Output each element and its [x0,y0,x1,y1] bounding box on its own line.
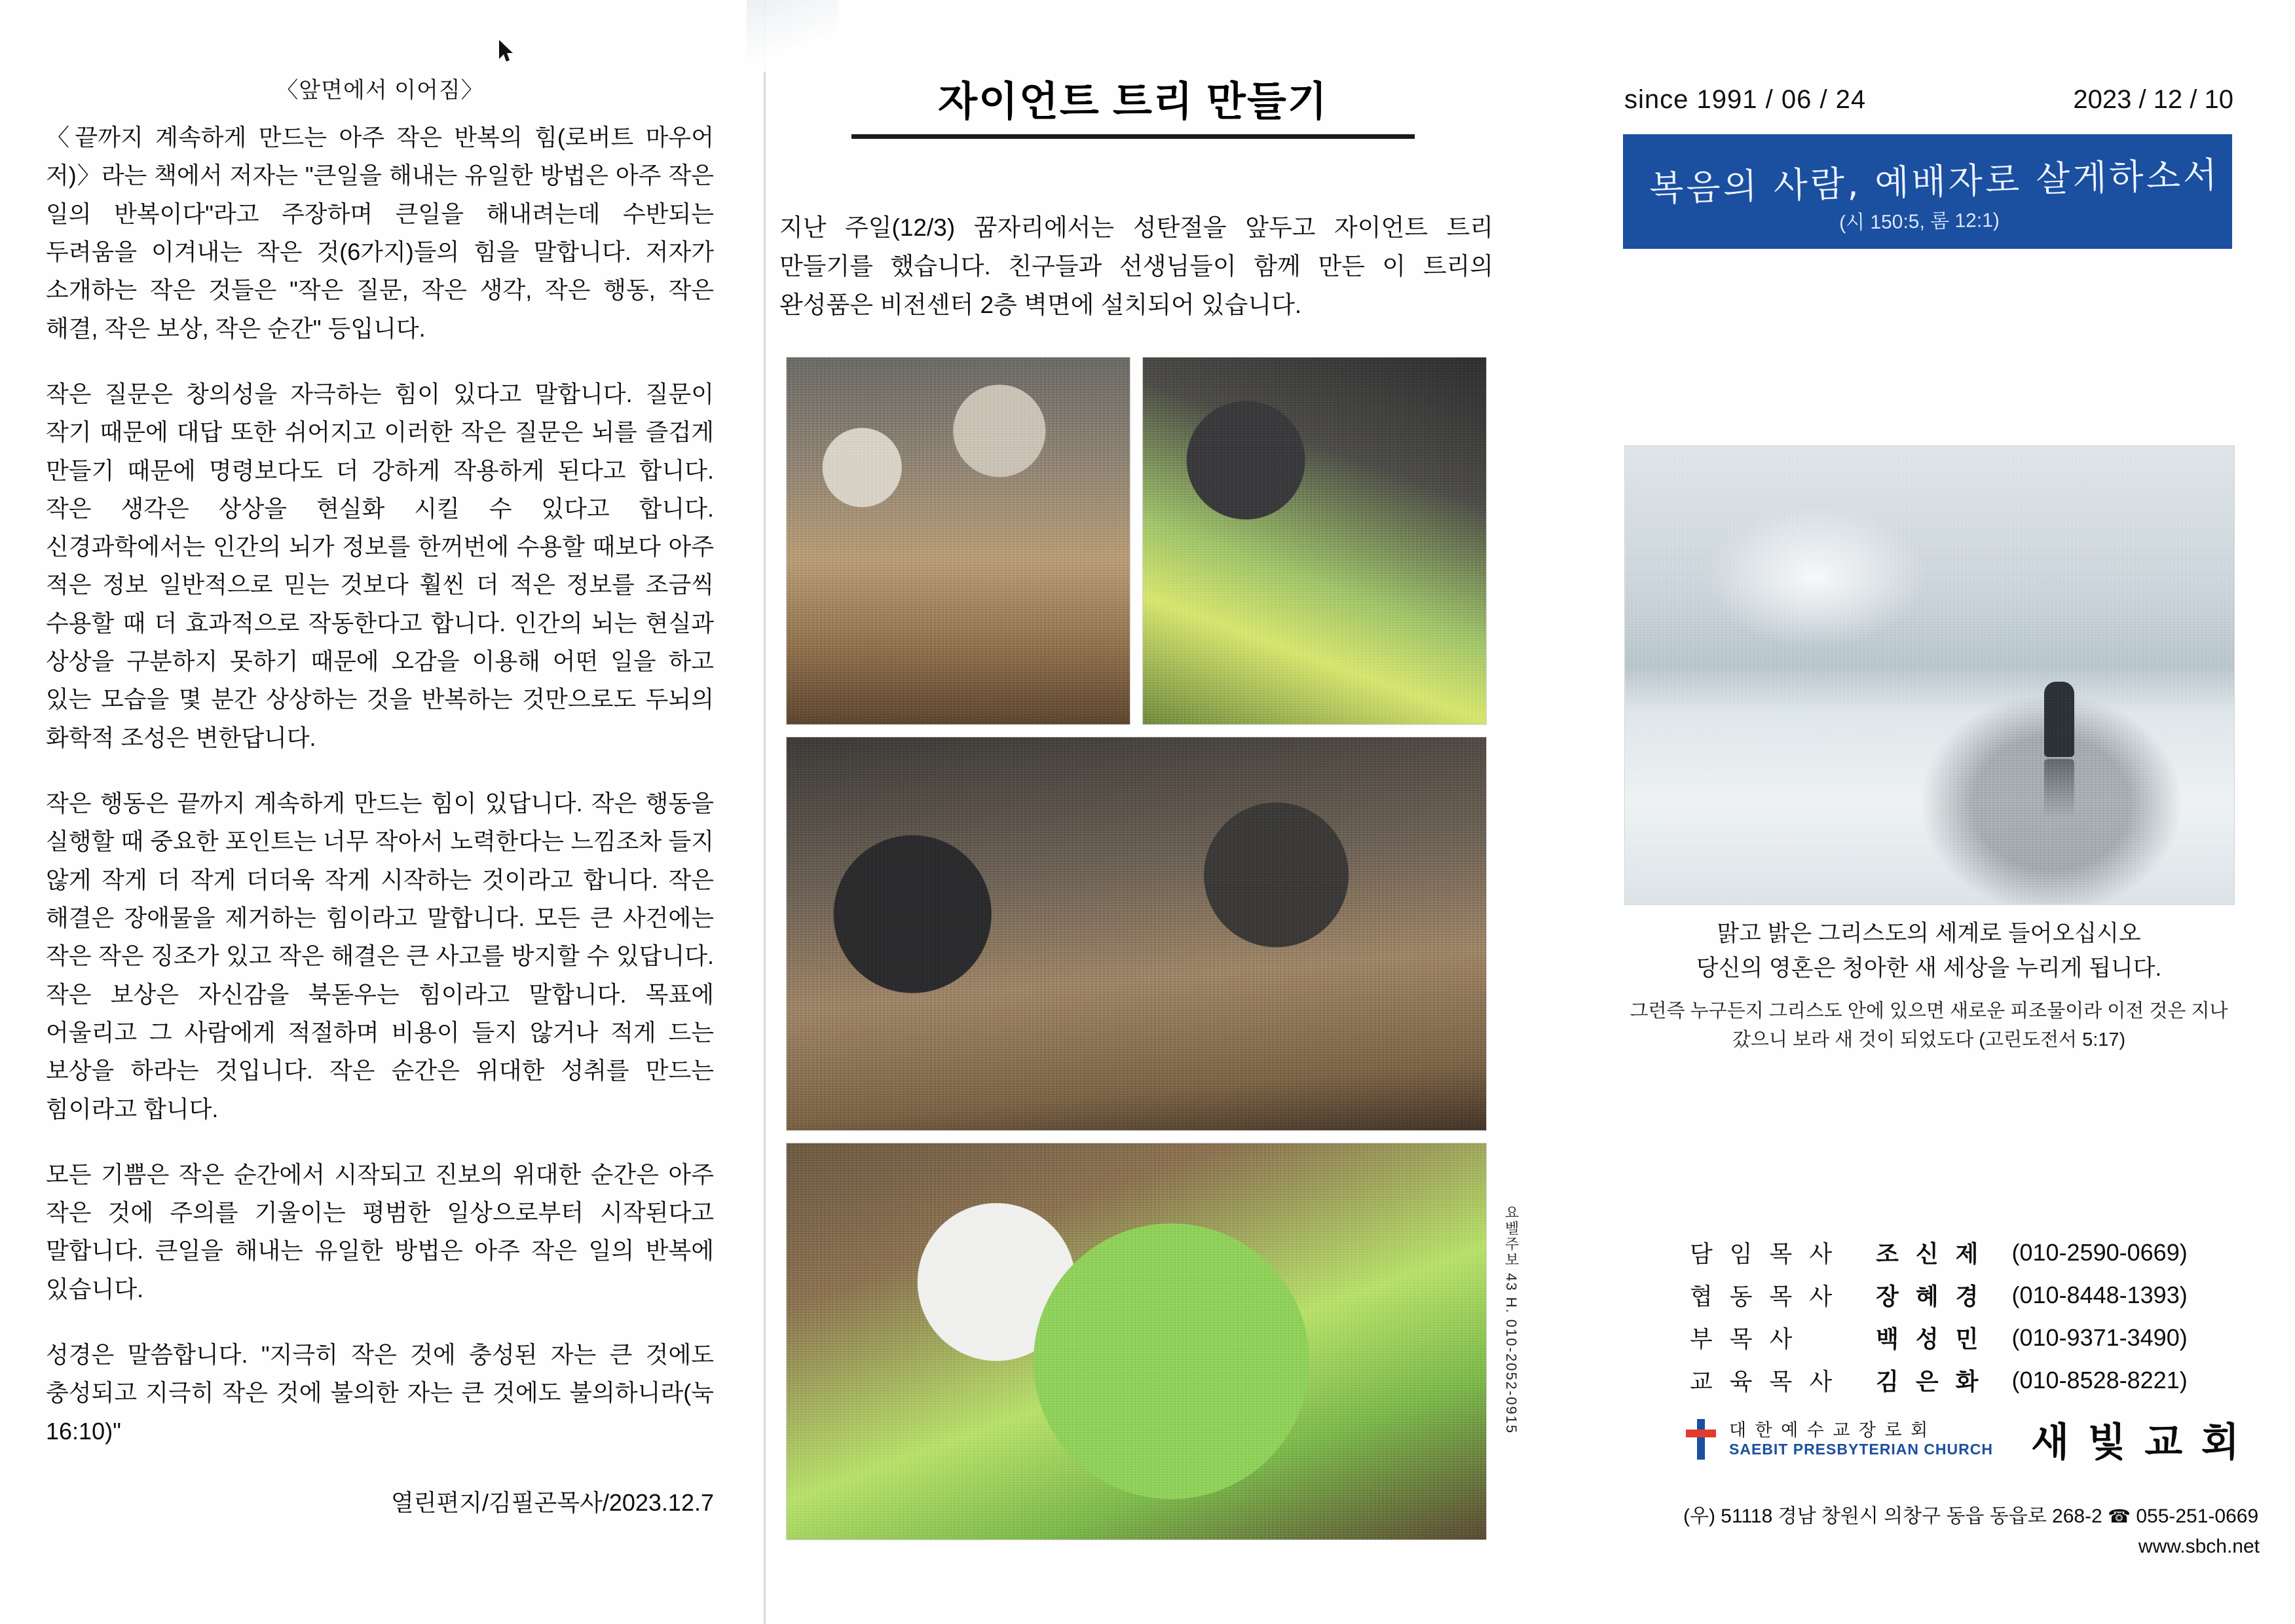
slogan-banner [1623,134,2232,249]
continued-from-front-label: 〈앞면에서 이어짐〉 [276,78,484,103]
staff-role: 부 목 사 [1690,1325,1798,1352]
table-row [1690,1316,2233,1359]
article-paragraph: 모든 기쁨은 작은 순간에서 시작되고 진보의 위대한 순간은 아주 작은 것에 주의를 기울이는 평범한 일상으로부터 시작된다고 말합니다. 큰일을 해내는 유일한 방법은 아주 작은 일의 반복에 있습니다. [46,1160,714,1302]
table-row [1690,1274,2233,1316]
feature-title: 자이언트 트리 만들기 [938,79,1328,124]
church-address-row [1683,1500,2260,1528]
feature-lead-paragraph: 지난 주일(12/3) 꿈자리에서는 성탄절을 앞두고 자이언트 트리 만들기를 했습니다. 친구들과 선생님들이 함께 만든 이 트리의 완성품은 비전센터 2층 벽면에 설치되어 있습니다. [779,214,1493,319]
article-paragraph: 작은 행동은 끝까지 계속하게 만드는 힘이 있답니다. 작은 행동을 실행할 때 중요한 포인트는 너무 작아서 노력한다는 느낌조차 들지 않게 작게 더 작게 더더욱 작게 시작하는 것이라고 합니다. 작은 해결은 장애물을 제거하는 힘이라고 말합니다. 모든 큰 사건에는 작은 작은 징조가 있고 작은 해결은 큰 사고를 방지할 수 있답니다. 작은 보상은 자신감을 북돋우는 힘이라고 말합니다. 목표에 어울리고 그 사람에게 적절하며 비용이 들지 않거나 적게 드는 보상을 하라는 것입니다. 작은 순간은 위대한 성취를 만드는 힘이라고 합니다. [46,790,714,1122]
page-fold-corner [747,0,838,72]
cross-icon [1683,1419,1717,1460]
page-fold-line [764,0,766,1624]
staff-phone: (010-9371-3490) [2011,1323,2188,1351]
article-paragraph: 〈끝까지 계속하게 만드는 아주 작은 반복의 힘(로버트 마우어 저)〉라는 책에서 저자는 "큰일을 해내는 유일한 방법은 아주 작은 일의 반복이다"라고 주장하며 큰일을 해내려는데 수반되는 두려움을 이겨내는 작은 것(6가지)들의 힘을 말합니다. 저자가 소개하는 작은 것들은 "작은 질문, 작은 생각, 작은 행동, 작은 해결, 작은 보상, 작은 순간" 등입니다. [46,124,714,342]
feature-photo-grid [786,357,1487,1552]
center-feature-column [773,0,1520,1624]
staff-role: 교 육 목 사 [1690,1368,1838,1395]
church-identity-row [1683,1411,2253,1467]
verse-line-1: 맑고 밝은 그리스도의 세계로 들어오십시오 [1717,921,2141,946]
denomination-korean: 대 한 예 수 교 장 로 회 [1729,1420,1930,1441]
photo-grain-overlay [787,737,1486,1130]
staff-name: 백 성 민 [1876,1325,1984,1352]
staff-name: 장 혜 경 [1876,1283,1984,1310]
since-and-date-row [1624,85,2233,115]
photo-beach-walker-bw [1624,445,2235,905]
pastoral-staff-table [1690,1231,2233,1401]
verse-line-2: 당신의 영혼은 청아한 새 세상을 누리게 됩니다. [1696,955,2162,981]
cross-horizontal-bar [1686,1430,1716,1437]
masthead-column [1585,0,2260,1624]
staff-phone: (010-8448-1393) [2011,1281,2188,1308]
cursor-arrow-icon [498,39,515,63]
verse-scripture-quote: 그런즉 누구든지 그리스도 안에 있으면 새로운 피조물이라 이전 것은 지나갔으니 보라 새 것이 되었도다 (고린도전서 5:17) [1630,1001,2228,1050]
church-website-row [1683,1536,2260,1558]
issue-date: 2023 / 12 / 10 [2073,85,2233,114]
side-issue-note: 요벨주보 43 H. 010-2052-0915 [1503,1205,1520,1435]
denomination-block [1729,1420,1993,1458]
photo-grain-overlay [787,358,1130,724]
since-group [1624,85,1866,115]
church-phone: 055-251-0669 [2136,1505,2259,1527]
verse-block [1624,917,2233,1054]
church-website[interactable]: www.sbch.net [2138,1536,2260,1557]
table-row [1690,1359,2233,1401]
photo-students-cutting [786,737,1487,1131]
staff-name: 조 신 제 [1876,1240,1984,1267]
photo-grain-overlay [1625,446,2234,904]
staff-name: 김 은 화 [1876,1368,1984,1395]
photo-grain-overlay [787,1143,1486,1540]
article-signature: 열린편지/김필곤목사/2023.12.7 [390,1489,714,1516]
telephone-icon: ☎ [2108,1506,2131,1526]
church-name: 새 빛 교 회 [2030,1420,2243,1464]
photo-finished-giant-tree [786,1143,1487,1540]
since-word: since [1624,85,1689,114]
table-row [1690,1231,2233,1274]
denomination-english: SAEBIT PRESBYTERIAN CHURCH [1729,1441,1993,1458]
staff-role: 협 동 목 사 [1690,1283,1838,1310]
left-article-column [46,72,714,1518]
cross-vertical-bar [1697,1419,1705,1460]
article-paragraph: 작은 질문은 창의성을 자극하는 힘이 있다고 말합니다. 질문이 작기 때문에 대답 또한 쉬어지고 이러한 작은 질문은 뇌를 즐겁게 만들기 때문에 명령보다도 더 강하게 작용하게 된다고 합니다. 작은 생각은 상상을 현실화 시킬 수 있다고 합니다. 신경과학에서는 인간의 뇌가 정보를 한꺼번에 수용할 때보다 아주 적은 정보 일반적으로 믿는 것보다 훨씬 더 적은 정보를 조금씩 수용할 때 더 효과적으로 작동한다고 합니다. 인간의 뇌는 현실과 상상을 구분하지 못하기 때문에 오감을 이용해 어떤 일을 하고 있는 모습을 몇 분간 상상하는 것을 반복하는 것만으로도 두뇌의 화학적 조성은 변한답니다. [46,380,714,751]
church-address: (우) 51118 경남 창원시 의창구 동읍 동읍로 268-2 [1683,1505,2102,1527]
article-paragraph: 성경은 말씀합니다. "지극히 작은 것에 충성된 자는 큰 것에도 충성되고 지극히 작은 것에 불의한 자는 큰 것에도 불의하니라(눅 16:10)" [46,1341,714,1445]
photo-grain-overlay [1143,358,1486,724]
feature-title-underline [851,134,1415,139]
slogan-main-text: 복음의 사람, 예배자로 살게하소서 [1649,154,2220,210]
since-date: 1991 / 06 / 24 [1696,85,1867,114]
staff-phone: (010-2590-0669) [2011,1238,2188,1266]
staff-phone: (010-8528-8221) [2011,1366,2188,1393]
photo-coloring-green-tree [1142,357,1487,725]
photo-classroom-wide-table [786,357,1130,725]
slogan-scripture-reference: (시 150:5, 롬 12:1) [1838,209,2000,234]
staff-role: 담 임 목 사 [1690,1240,1838,1267]
